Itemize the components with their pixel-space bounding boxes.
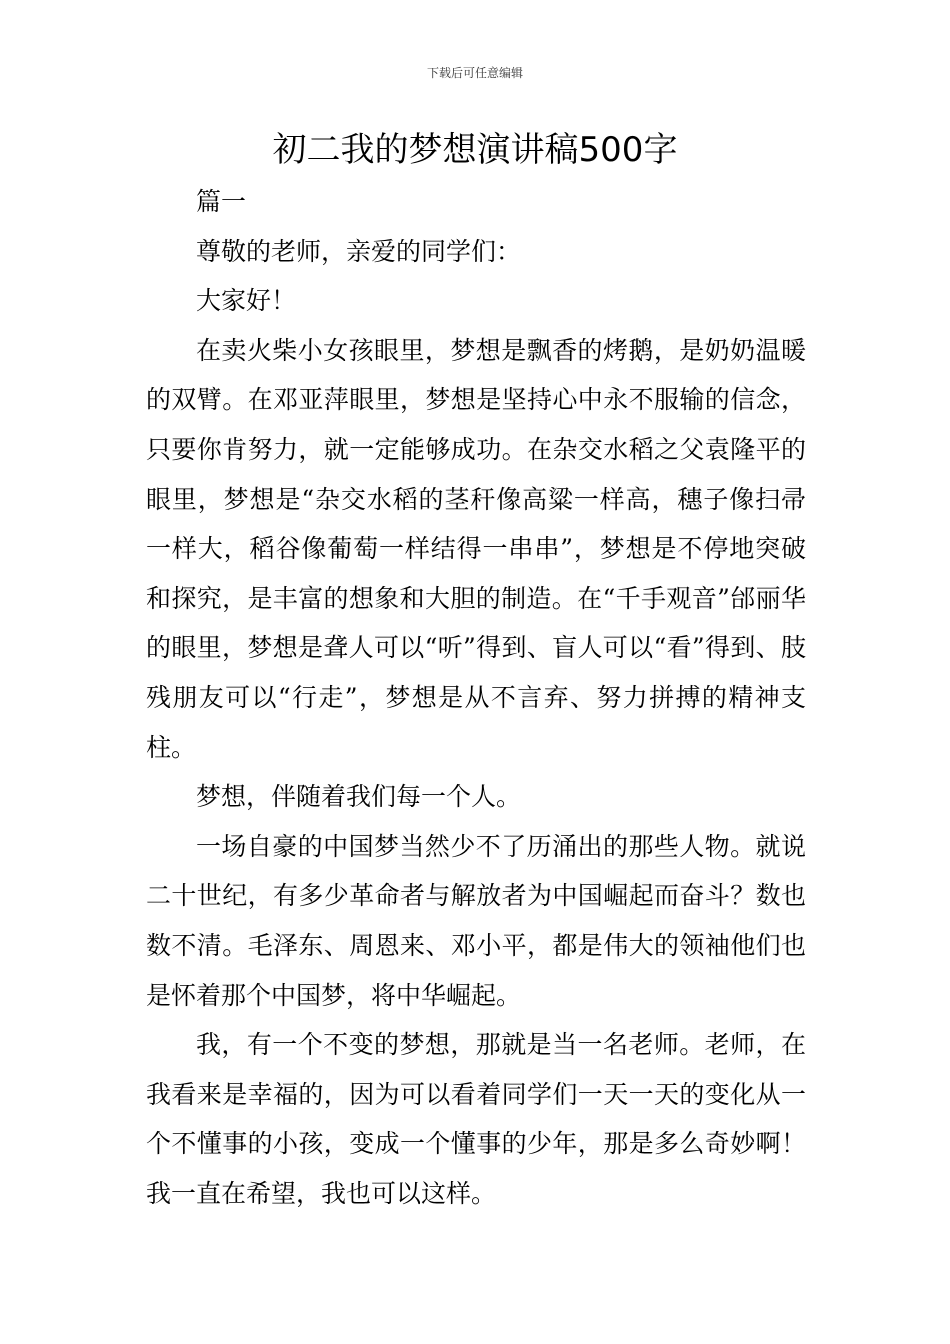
- paragraph: 在卖火柴小女孩眼里，梦想是飘香的烤鹅，是奶奶温暖的双臂。在邓亚萍眼里，梦想是坚持心中永不服输的信念，只要你肯努力，就一定能够成功。在杂交水稻之父袁隆平的眼里，梦想是“杂交水稻的茎秆像高粱一样高，穗子像扫帚一样大，稻谷像葡萄一样结得一串串”，梦想是不停地突破和探究，是丰富的想象和大胆的制造。在“千手观音”邰丽华的眼里，梦想是聋人可以“听”得到、盲人可以“看”得到、肢残朋友可以“行走”，梦想是从不言弃、努力拼搏的精神支柱。: [146, 335, 806, 762]
- paragraph: 梦想，伴随着我们每一个人。: [196, 782, 522, 812]
- document-title: 初二我的梦想演讲稿500字: [272, 130, 678, 170]
- paragraph: 一场自豪的中国梦当然少不了历涌出的那些人物。就说二十世纪，有多少革命者与解放者为中国崛起而奋斗？数也数不清。毛泽东、周恩来、邓小平，都是伟大的领袖他们也是怀着那个中国梦，将中华崛起。: [146, 831, 806, 1010]
- document-body: [146, 177, 806, 1218]
- paragraph: 我，有一个不变的梦想，那就是当一名老师。老师，在我看来是幸福的，因为可以看着同学们一天一天的变化从一个不懂事的小孩，变成一个懂事的少年，那是多么奇妙啊！我一直在希望，我也可以这样。: [146, 1030, 806, 1208]
- salutation: 尊敬的老师，亲爱的同学们：: [196, 236, 522, 266]
- header-note: 下载后可任意编辑: [426, 66, 523, 80]
- section-label: 篇一: [196, 187, 247, 216]
- greeting: 大家好！: [196, 286, 297, 316]
